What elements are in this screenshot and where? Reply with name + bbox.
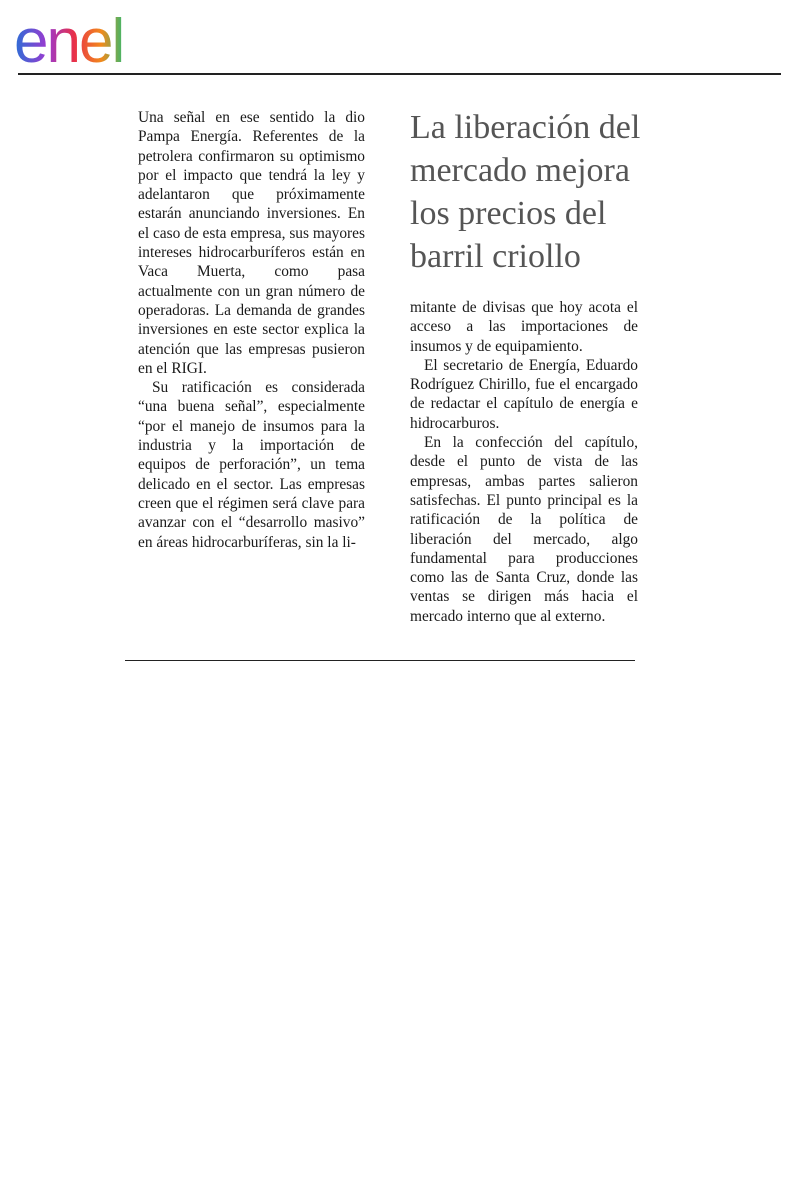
headline: La liberación del mercado mejora los precios del barril criollo [410,109,641,275]
paragraph: Su ratificación es considerada “una buena señal”, especialmente “por el manejo de insumos para la industria y la importación de equipos de perforación”, un tema delicado en el sector. Las empresas creen que el régimen será clave para avanzar con el “desarrollo masivo” en áreas hidrocarburíferas, sin la li- [138,379,365,551]
bottom-rule [125,660,635,661]
paragraph: El secretario de Energía, Eduardo Rodríguez Chirillo, fue el encargado de redactar el capítulo de energía e hidrocarburos. [410,356,638,432]
logo-text: enel [14,7,124,70]
top-rule [18,73,781,75]
paragraph: Una señal en ese sentido la dio Pampa Energía. Referentes de la petrolera confirmaron su optimismo por el impacto que tendrá la ley y adelantaron que próximamente estarán anunciando inversiones. En el caso de esta empresa, sus mayores intereses hidrocarburíferos están en Vaca Muerta, como pasa actualmente con un gran número de operadoras. La demanda de grandes inversiones en este sector explica la atención que las empresas pusieron en el RIGI. [138,109,365,377]
paragraph: mitante de divisas que hoy acota el acceso a las importaciones de insumos y de equipamiento. [410,299,638,355]
paragraph: En la confección del capítulo, desde el punto de vista de las empresas, ambas partes salieron satisfechas. El punto principal es la ratificación de la política de liberación del mercado, algo fundamental para producciones como las de Santa Cruz, donde las ventas se dirigen más hacia el mercado interno que al externo. [410,434,638,625]
left-column [138,108,365,552]
right-column [410,298,638,626]
enel-logo [14,6,180,70]
